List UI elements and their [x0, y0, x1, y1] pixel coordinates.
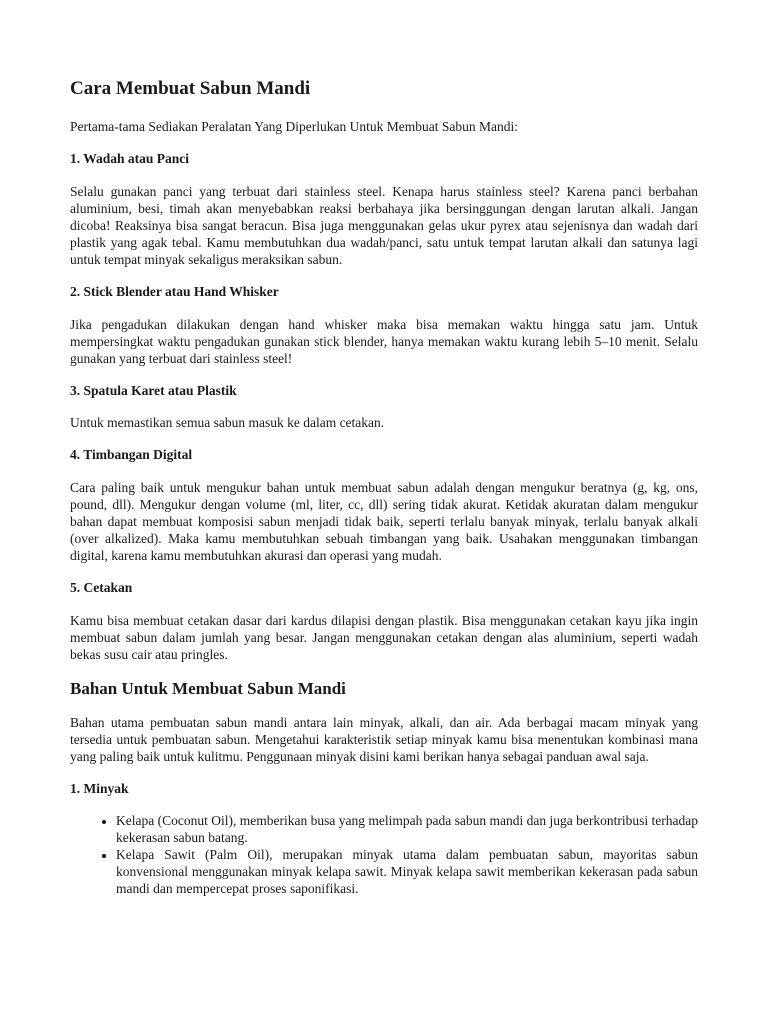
- section-heading-wadah: 1. Wadah atau Panci: [70, 150, 190, 166]
- intro-paragraph: Pertama-tama Sediakan Peralatan Yang Diperlukan Untuk Membuat Sabun Mandi:: [70, 118, 519, 134]
- section-text-blender: Jika pengadukan dilakukan dengan hand whisker maka bisa memakan waktu hingga satu jam. Untuk mempersingkat waktu pengadukan gunakan stick blender, hanya memakan waktu kurang lebih 5–10 menit. Selalu gunakan yang terbuat dari stainless steel!: [70, 316, 698, 366]
- document-page: [70, 78, 698, 897]
- list-item: • Kelapa Sawit (Palm Oil), merupakan minyak utama dalam pembuatan sabun, mayoritas sabun konvensional menggunakan minyak kelapa sawit. Minyak kelapa sawit memberikan kekerasan pada sabun mandi dan mempercepat proses saponifikasi.: [116, 846, 698, 897]
- section-heading-cetakan: 5. Cetakan: [70, 580, 133, 596]
- section-heading-timbangan: 4. Timbangan Digital: [70, 447, 193, 463]
- section-text-spatula: Untuk memastikan semua sabun masuk ke dalam cetakan.: [70, 415, 385, 431]
- ingredients-paragraph: Bahan utama pembuatan sabun mandi antara lain minyak, alkali, dan air. Ada berbagai macam minyak yang tersedia untuk pembuatan sabun. Mengetahui karakteristik setiap minyak kamu bisa menentukan kombinasi mana yang paling baik untuk kulitmu. Penggunaan minyak disini kami berikan hanya sebagai panduan awal saja.: [70, 714, 698, 764]
- section-heading-minyak: 1. Minyak: [70, 780, 129, 796]
- section-text-wadah: Selalu gunakan panci yang terbuat dari stainless steel. Kenapa harus stainless steel? Karena panci berbahan aluminium, besi, timah akan menyebabkan reaksi berbahaya jika bersinggungan dengan larutan alkali. Jangan dicoba! Reaksinya bisa sangat beracun. Bisa juga menggunakan gelas ukur pyrex atau sejenisnya dan wadah dari plastik yang agak tebal. Kamu membutuhkan dua wadah/panci, satu untuk tempat larutan alkali dan satunya lagi untuk tempat minyak sekaligus meraksikan sabun.: [70, 183, 698, 267]
- oil-list: [70, 812, 698, 897]
- ingredients-heading: Bahan Untuk Membuat Sabun Mandi: [70, 679, 346, 699]
- section-text-cetakan: Kamu bisa membuat cetakan dasar dari kardus dilapisi dengan plastik. Bisa menggunakan cetakan kayu jika ingin membuat sabun dalam jumlah yang besar. Jangan menggunakan cetakan dengan alas aluminium, seperti wadah bekas susu cair atau pringles.: [70, 613, 698, 663]
- section-text-timbangan: Cara paling baik untuk mengukur bahan untuk membuat sabun adalah dengan mengukur beratnya (g, kg, ons, pound, dll). Mengukur dengan volume (ml, liter, cc, dll) sering tidak akurat. Ketidak akuratan dalam mengukur bahan dapat membuat komposisi sabun menjadi tidak baik, seperti terlalu banyak minyak, terlalu banyak alkali (over alkalized). Maka kamu membutuhkan sebuah timbangan yang baik. Usahakan menggunakan timbangan digital, karena kamu membutuhkan akurasi dan operasi yang mudah.: [70, 480, 698, 564]
- page-title: Cara Membuat Sabun Mandi: [70, 78, 311, 99]
- section-heading-spatula: 3. Spatula Karet atau Plastik: [70, 382, 237, 398]
- list-item: • Kelapa (Coconut Oil), memberikan busa yang melimpah pada sabun mandi dan juga berkontribusi terhadap kekerasan sabun batang.: [116, 812, 698, 846]
- section-heading-blender: 2. Stick Blender atau Hand Whisker: [70, 283, 279, 299]
